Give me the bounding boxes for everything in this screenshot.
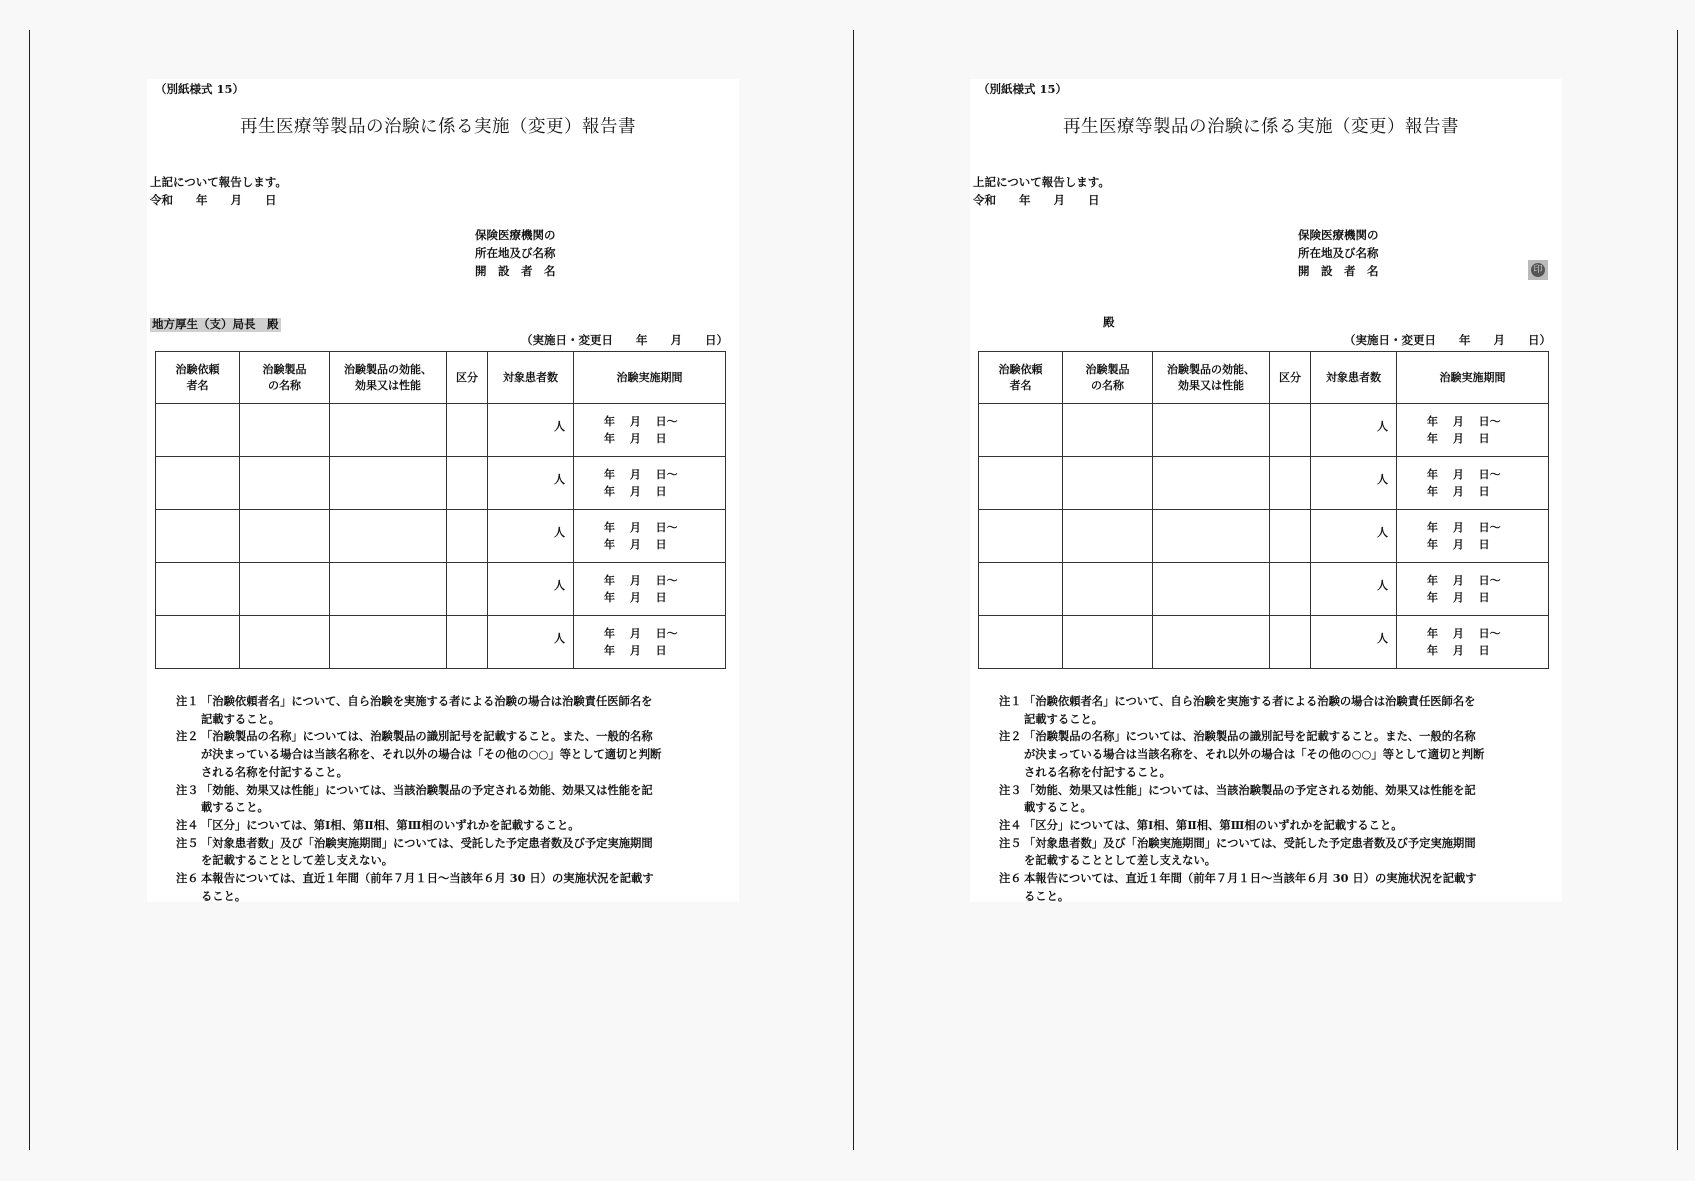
note-text: 「対象患者数」及び「治験実施期間」については、受託した予定患者数及び予定実施期間 を記載することとして差し支えない。 (201, 835, 653, 868)
patient-count-cell: 人 (1311, 404, 1397, 457)
patient-count-cell: 人 (1311, 616, 1397, 669)
empty-cell (240, 510, 330, 563)
note-text: 「治験依頼者名」について、自ら治験を実施する者による治験の場合は治験責任医師名を 記載すること。 (201, 694, 653, 726)
trial-period-cell: 年 月 日～ 年 月 日 (574, 404, 726, 457)
table-row (979, 616, 1549, 669)
column-header: 治験製品 の名称 (240, 352, 330, 404)
empty-cell (330, 616, 447, 669)
empty-cell (156, 404, 240, 457)
empty-cell (447, 457, 488, 510)
column-header: 治験製品の効能、 効果又は性能 (1153, 352, 1270, 404)
trial-period-cell: 年 月 日～ 年 月 日 (574, 510, 726, 563)
patient-count-cell: 人 (1311, 563, 1397, 616)
note-label: 注３ (176, 782, 199, 797)
empty-cell (156, 510, 240, 563)
note-label: 注５ (176, 835, 199, 850)
table-row (156, 616, 726, 669)
table-row (979, 457, 1549, 510)
column-header: 治験実施期間 (1397, 352, 1549, 404)
empty-cell (330, 563, 447, 616)
note-text: 「治験依頼者名」について、自ら治験を実施する者による治験の場合は治験責任医師名を 記載すること。 (1024, 694, 1476, 726)
note-label: 注６ (176, 871, 199, 885)
empty-cell (240, 563, 330, 616)
empty-cell (447, 563, 488, 616)
table-row (979, 404, 1549, 457)
addressee: 殿 (1103, 315, 1115, 329)
empty-cell (1063, 616, 1153, 669)
trial-period-cell: 年 月 日～ 年 月 日 (1397, 563, 1549, 616)
column-header: 区分 (1270, 352, 1311, 404)
column-header: 区分 (447, 352, 488, 404)
document-page (970, 79, 1562, 902)
institution-label: 所在地及び名称 (475, 246, 556, 260)
note-label: 注３ (999, 782, 1022, 797)
document-page (147, 79, 739, 902)
empty-cell (979, 404, 1063, 457)
report-table (155, 351, 726, 669)
document-title: 再生医療等製品の治験に係る実施（変更）報告書 (240, 117, 636, 137)
addressee: 地方厚生（支）局長 殿 (152, 317, 279, 331)
empty-cell (979, 510, 1063, 563)
report-statement: 上記について報告します。 (150, 175, 287, 189)
column-header: 治験依頼 者名 (979, 352, 1063, 404)
empty-cell (1270, 616, 1311, 669)
column-header: 治験製品 の名称 (1063, 352, 1153, 404)
page-divider-right (1677, 30, 1678, 1150)
empty-cell (156, 457, 240, 510)
empty-cell (979, 616, 1063, 669)
empty-cell (979, 457, 1063, 510)
note-text: 「治験製品の名称」については、治験製品の識別記号を記載すること。また、一般的名称 が決まっている場合は当該名称を、それ以外の場合は「その他の○○」等として適切と判断 される名称を付記すること。 (201, 729, 662, 779)
note-label: 注４ (176, 817, 199, 832)
empty-cell (447, 510, 488, 563)
patient-count-cell: 人 (488, 510, 574, 563)
note-text: 本報告については、直近１年間（前年７月１日～当該年６月 30 日）の実施状況を記載す ること。 (201, 871, 654, 903)
table-row (156, 457, 726, 510)
seal-stamp (1528, 260, 1548, 280)
empty-cell (1153, 457, 1270, 510)
note-text: 「対象患者数」及び「治験実施期間」については、受託した予定患者数及び予定実施期間 を記載することとして差し支えない。 (1024, 835, 1476, 868)
empty-cell (1270, 510, 1311, 563)
empty-cell (1270, 563, 1311, 616)
note-text: 「治験製品の名称」については、治験製品の識別記号を記載すること。また、一般的名称 が決まっている場合は当該名称を、それ以外の場合は「その他の○○」等として適切と判断 される名称を付記すること。 (1024, 729, 1485, 779)
table-row (156, 510, 726, 563)
empty-cell (240, 616, 330, 669)
empty-cell (330, 510, 447, 563)
column-header: 対象患者数 (488, 352, 574, 404)
empty-cell (156, 563, 240, 616)
note-label: 注２ (999, 729, 1022, 744)
empty-cell (1270, 404, 1311, 457)
empty-cell (240, 457, 330, 510)
page-divider-left (29, 30, 30, 1150)
empty-cell (1153, 616, 1270, 669)
empty-cell (1153, 510, 1270, 563)
empty-cell (447, 404, 488, 457)
patient-count-cell: 人 (488, 563, 574, 616)
note-text: 「区分」については、第Ⅰ相、第Ⅱ相、第Ⅲ相のいずれかを記載すること。 (1024, 817, 1403, 832)
patient-count-cell: 人 (1311, 510, 1397, 563)
patient-count-cell: 人 (488, 404, 574, 457)
note-text: 「区分」については、第Ⅰ相、第Ⅱ相、第Ⅲ相のいずれかを記載すること。 (201, 817, 580, 832)
note-label: 注２ (176, 729, 199, 744)
empty-cell (1063, 510, 1153, 563)
empty-cell (1153, 404, 1270, 457)
page-divider-middle (853, 30, 854, 1150)
empty-cell (1153, 563, 1270, 616)
institution-label: 保険医療機関の (1298, 228, 1379, 242)
table-row (979, 563, 1549, 616)
empty-cell (240, 404, 330, 457)
empty-cell (330, 457, 447, 510)
patient-count-cell: 人 (488, 616, 574, 669)
empty-cell (1063, 404, 1153, 457)
institution-label: 開 設 者 名 (475, 264, 556, 278)
implementation-date: （実施日・変更日 年 月 日） (1344, 333, 1551, 347)
table-header-row (979, 352, 1549, 404)
table-row (156, 563, 726, 616)
note-text: 「効能、効果又は性能」については、当該治験製品の予定される効能、効果又は性能を記 載すること。 (1024, 782, 1476, 815)
empty-cell (156, 616, 240, 669)
empty-cell (1063, 563, 1153, 616)
institution-label: 所在地及び名称 (1298, 246, 1379, 260)
empty-cell (330, 404, 447, 457)
column-header: 治験実施期間 (574, 352, 726, 404)
institution-label: 保険医療機関の (475, 228, 556, 242)
note-label: 注５ (999, 835, 1022, 850)
trial-period-cell: 年 月 日～ 年 月 日 (574, 616, 726, 669)
patient-count-cell: 人 (488, 457, 574, 510)
report-date: 令和 年 月 日 (150, 193, 277, 207)
column-header: 対象患者数 (1311, 352, 1397, 404)
report-table (978, 351, 1549, 669)
document-title: 再生医療等製品の治験に係る実施（変更）報告書 (1063, 117, 1459, 137)
note-label: 注６ (999, 871, 1022, 885)
column-header: 治験製品の効能、 効果又は性能 (330, 352, 447, 404)
empty-cell (1270, 457, 1311, 510)
empty-cell (447, 616, 488, 669)
table-header-row (156, 352, 726, 404)
trial-period-cell: 年 月 日～ 年 月 日 (574, 563, 726, 616)
institution-label: 開 設 者 名 (1298, 264, 1379, 278)
report-date: 令和 年 月 日 (973, 193, 1100, 207)
seal-icon: 印 (1531, 263, 1545, 277)
note-label: 注４ (999, 817, 1022, 832)
empty-cell (1063, 457, 1153, 510)
column-header: 治験依頼 者名 (156, 352, 240, 404)
table-row (156, 404, 726, 457)
note-label: 注１ (999, 694, 1022, 708)
report-statement: 上記について報告します。 (973, 175, 1110, 189)
trial-period-cell: 年 月 日～ 年 月 日 (1397, 404, 1549, 457)
implementation-date: （実施日・変更日 年 月 日） (521, 333, 728, 347)
patient-count-cell: 人 (1311, 457, 1397, 510)
trial-period-cell: 年 月 日～ 年 月 日 (1397, 510, 1549, 563)
trial-period-cell: 年 月 日～ 年 月 日 (1397, 616, 1549, 669)
trial-period-cell: 年 月 日～ 年 月 日 (574, 457, 726, 510)
form-number: （別紙様式 15） (978, 82, 1068, 96)
trial-period-cell: 年 月 日～ 年 月 日 (1397, 457, 1549, 510)
empty-cell (979, 563, 1063, 616)
note-text: 本報告については、直近１年間（前年７月１日～当該年６月 30 日）の実施状況を記載す ること。 (1024, 871, 1477, 903)
form-number: （別紙様式 15） (155, 82, 245, 96)
note-label: 注１ (176, 694, 199, 708)
note-text: 「効能、効果又は性能」については、当該治験製品の予定される効能、効果又は性能を記 載すること。 (201, 782, 653, 815)
table-row (979, 510, 1549, 563)
